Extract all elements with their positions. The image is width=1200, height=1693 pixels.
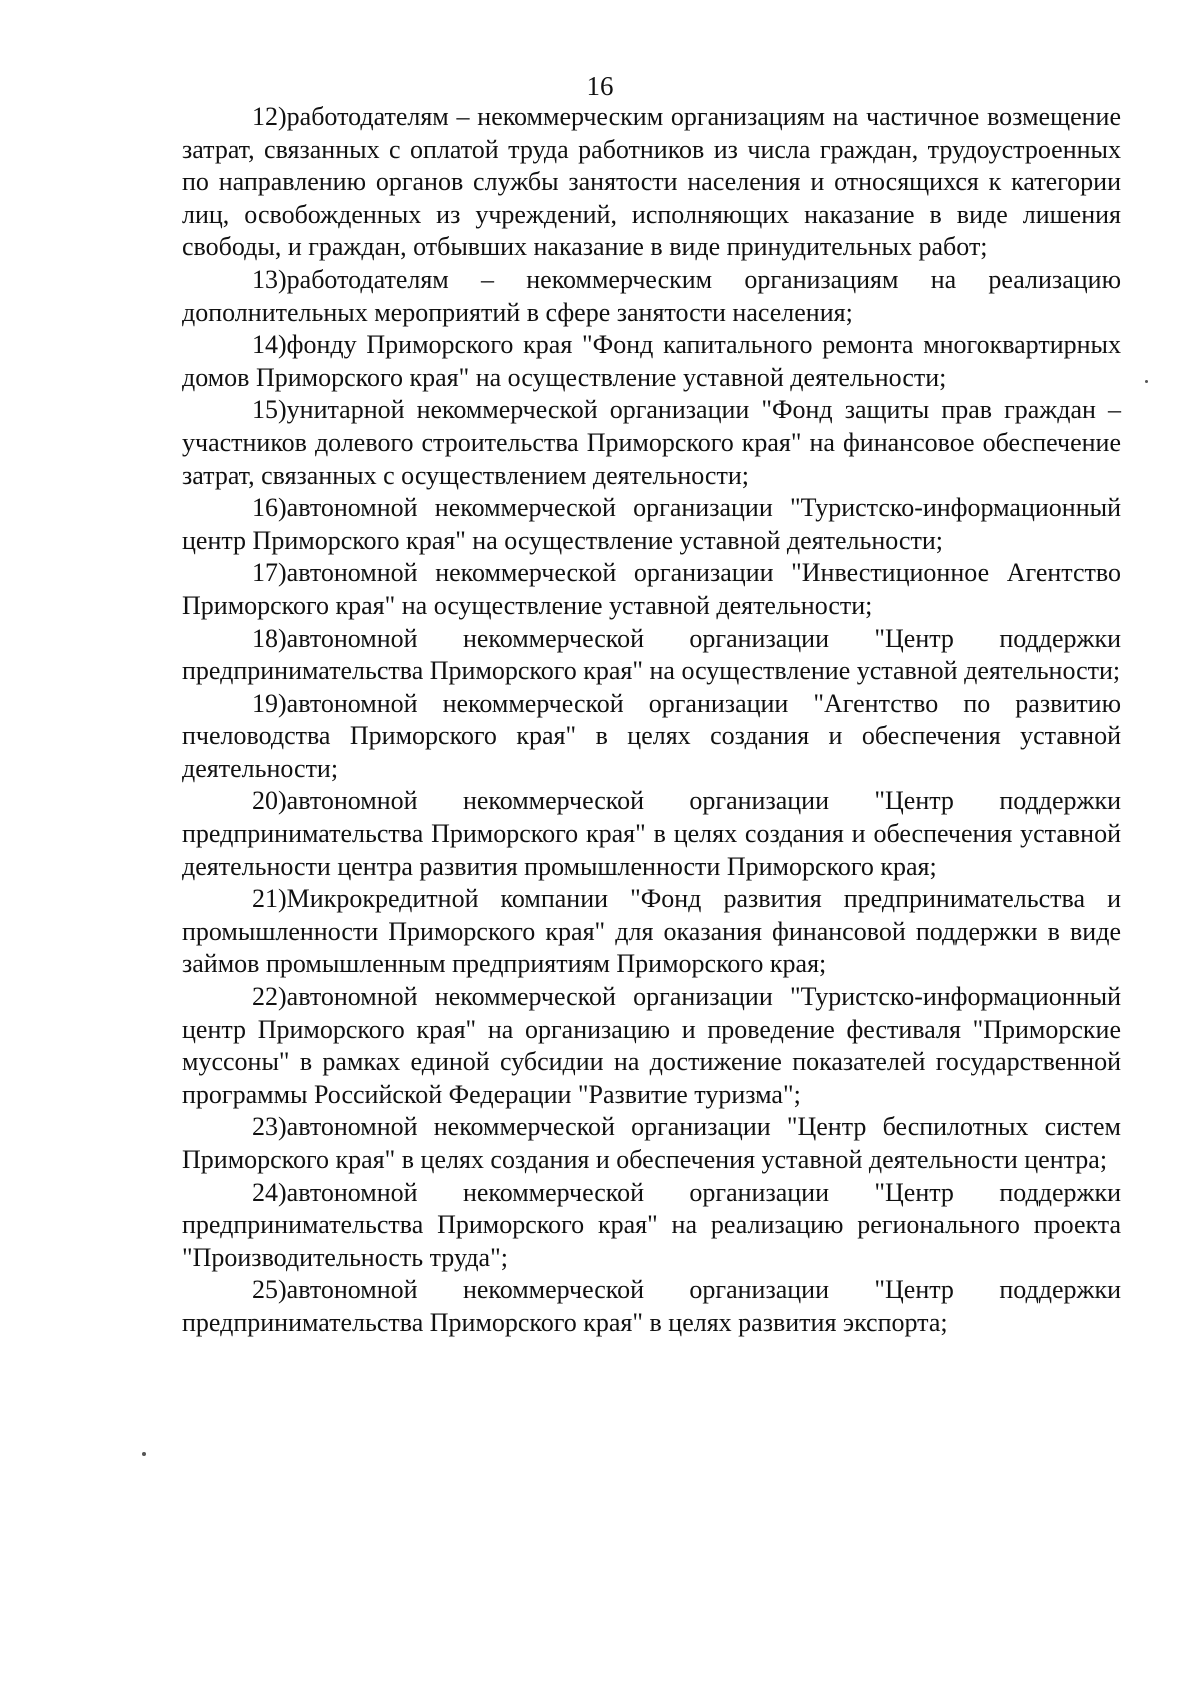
list-item: 23)автономной некоммерческой организации "Центр беспилотных систем Приморского края" в целях создания и обеспечения уставной деятельности центра; (182, 1112, 1121, 1174)
scan-speck (1145, 380, 1148, 383)
list-item: 14)фонду Приморского края "Фонд капитального ремонта многоквартирных домов Приморского края" на осуществление уставной деятельности; (182, 330, 1121, 392)
list-item: 16)автономной некоммерческой организации "Туристско-информационный центр Приморского края" на осуществление уставной деятельности; (182, 493, 1121, 555)
list-item: 21)Микрокредитной компании "Фонд развития предпринимательства и промышленности Приморского края" для оказания финансовой поддержки в виде займов промышленным предприятиям Приморского края; (182, 884, 1121, 979)
list-item: 13)работодателям – некоммерческим организациям на реализацию дополнительных мероприятий в сфере занятости населения; (182, 264, 1121, 327)
list-item: 15)унитарной некоммерческой организации "Фонд защиты прав граждан – участников долевого строительства Приморского края" на финансовое обеспечение затрат, связанных с осуществлением деятельности; (182, 395, 1121, 490)
list-item: 24)автономной некоммерческой организации "Центр поддержки предпринимательства Приморского края" на реализацию регионального проекта "Производительность труда"; (182, 1177, 1121, 1272)
list-item: 20)автономной некоммерческой организации "Центр поддержки предпринимательства Приморского края" в целях создания и обеспечения уставной деятельности центра развития промышленности Приморского края; (182, 786, 1121, 881)
document-body (182, 101, 1121, 1340)
list-item: 25)автономной некоммерческой организации "Центр поддержки предпринимательства Приморского края" в целях развития экспорта; (182, 1275, 1121, 1337)
list-item: 12)работодателям – некоммерческим организациям на частичное возмещение затрат, связанных с оплатой труда работников из числа граждан, трудоустроенных по направлению органов службы занятости населения и относящихся к категории лиц, освобожденных из учреждений, исполняющих наказание в виде лишения свободы, и граждан, отбывших наказание в виде принудительных работ; (182, 102, 1121, 262)
page-number: 16 (586, 71, 614, 101)
scan-speck (142, 1452, 146, 1456)
list-item: 18)автономной некоммерческой организации "Центр поддержки предпринимательства Приморского края" на осуществление уставной деятельности; (182, 623, 1121, 686)
list-item: 22)автономной некоммерческой организации "Туристско-информационный центр Приморского края" на организацию и проведение фестиваля "Приморские муссоны" в рамках единой субсидии на достижение показателей государственной программы Российской Федерации "Развитие туризма"; (182, 982, 1121, 1109)
list-item: 19)автономной некоммерческой организации "Агентство по развитию пчеловодства Приморского края" в целях создания и обеспечения уставной деятельности; (182, 688, 1121, 783)
list-item: 17)автономной некоммерческой организации "Инвестиционное Агентство Приморского края" на осуществление уставной деятельности; (182, 558, 1121, 620)
